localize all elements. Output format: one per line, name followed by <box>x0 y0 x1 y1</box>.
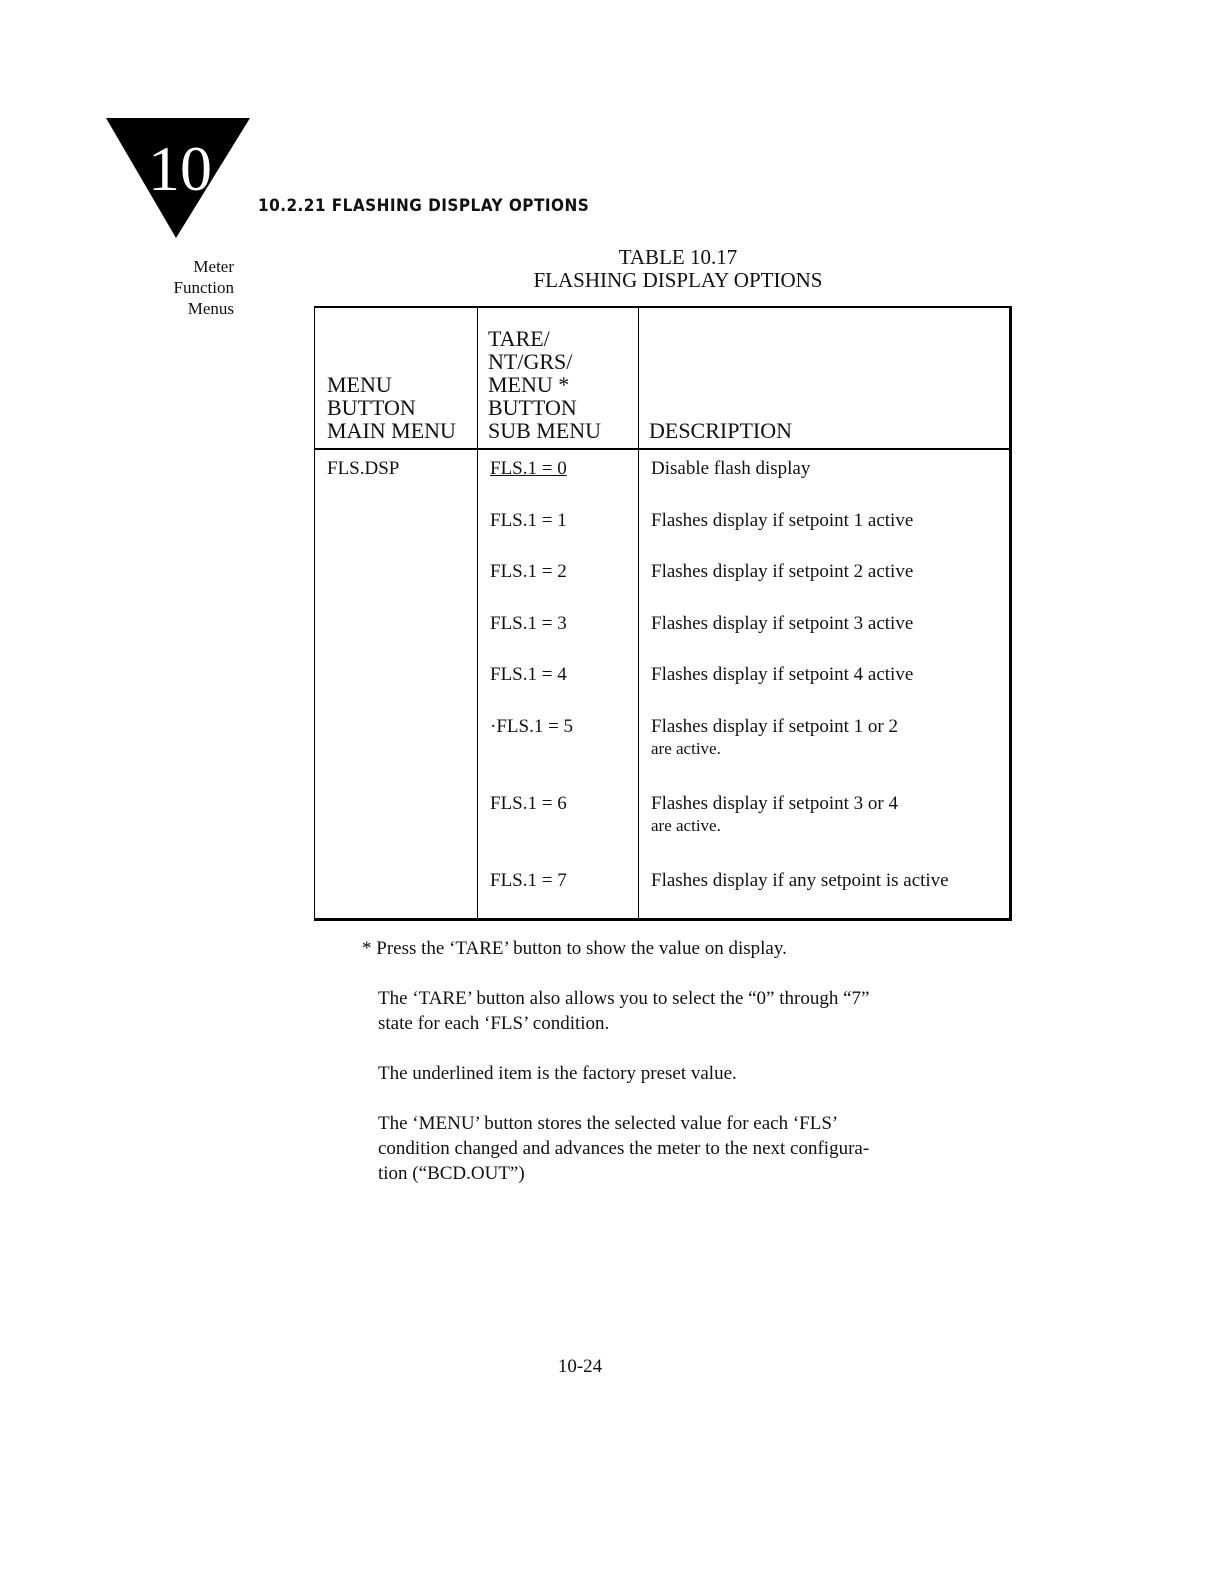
header-line: NT/GRS/ <box>488 349 573 374</box>
sub-menu-cell <box>478 449 639 919</box>
sub-menu-value-4: FLS.1 = 4 <box>490 664 567 686</box>
chapter-number: 10 <box>148 133 212 204</box>
description-2: Flashes display if setpoint 2 active <box>651 561 914 583</box>
page-number: 10-24 <box>557 1356 603 1377</box>
header-line: MAIN MENU <box>327 418 456 443</box>
sub-menu-value-5: ·FLS.1 = 5 <box>490 715 574 737</box>
sub-menu-value-6: FLS.1 = 6 <box>490 792 567 814</box>
description-4: Flashes display if setpoint 4 active <box>651 664 914 686</box>
header-line: SUB MENU <box>488 418 602 443</box>
menu-note-line: The ‘MENU’ button stores the selected value for each ‘FLS’ <box>378 1113 839 1134</box>
description-line: are active. <box>651 738 721 758</box>
chapter-badge <box>106 118 250 238</box>
header-description <box>639 307 1011 449</box>
header-line: MENU <box>327 372 392 397</box>
section-heading: 10.2.21 FLASHING DISPLAY OPTIONS <box>258 196 590 216</box>
header-line: BUTTON <box>488 395 577 420</box>
side-label-line: Function <box>173 278 234 297</box>
header-line: BUTTON <box>327 395 416 420</box>
table-title: FLASHING DISPLAY OPTIONS <box>533 268 823 292</box>
flashing-display-options-table <box>314 306 1012 921</box>
table-header-row <box>315 307 1011 449</box>
tare-note-line: The ‘TARE’ button also allows you to select the “0” through “7” <box>378 988 870 1009</box>
description-line: Flashes display if setpoint 3 or 4 <box>651 792 898 814</box>
sub-menu-value-1: FLS.1 = 1 <box>490 509 567 531</box>
tare-note-line: state for each ‘FLS’ condition. <box>378 1013 610 1034</box>
notes <box>362 936 982 1186</box>
underline-note: The underlined item is the factory preset value. <box>378 1063 737 1084</box>
description-7: Flashes display if any setpoint is active <box>651 869 949 891</box>
main-menu-value: FLS.DSP <box>327 458 400 479</box>
header-main-menu <box>315 307 478 449</box>
description-line: are active. <box>651 815 721 835</box>
description-cell <box>639 449 1011 919</box>
sub-menu-value-3: FLS.1 = 3 <box>490 612 567 634</box>
header-line: TARE/ <box>488 326 550 351</box>
footnote: * Press the ‘TARE’ button to show the value on display. <box>362 938 787 959</box>
sub-menu-value-0: FLS.1 = 0 <box>490 458 567 479</box>
side-label-line: Meter <box>193 257 234 276</box>
header-line: MENU * <box>488 372 570 397</box>
sub-menu-value-2: FLS.1 = 2 <box>490 561 567 583</box>
sub-menu-value-7: FLS.1 = 7 <box>490 869 567 891</box>
header-line: DESCRIPTION <box>649 418 793 443</box>
table-caption <box>478 246 878 292</box>
description-3: Flashes display if setpoint 3 active <box>651 612 914 634</box>
menu-note-line: tion (“BCD.OUT”) <box>378 1163 525 1184</box>
side-label <box>140 256 234 319</box>
header-sub-menu <box>478 307 639 449</box>
table-row <box>315 449 1011 919</box>
table-number: TABLE 10.17 <box>618 245 738 269</box>
description-5 <box>651 712 1009 789</box>
description-line: Flashes display if setpoint 1 or 2 <box>651 715 898 737</box>
description-1: Flashes display if setpoint 1 active <box>651 509 914 531</box>
main-menu-cell <box>315 449 478 919</box>
description-0: Disable flash display <box>651 458 811 479</box>
side-label-line: Menus <box>187 299 234 318</box>
menu-note-line: condition changed and advances the meter to the next configura- <box>378 1138 870 1159</box>
description-6 <box>651 789 1009 866</box>
